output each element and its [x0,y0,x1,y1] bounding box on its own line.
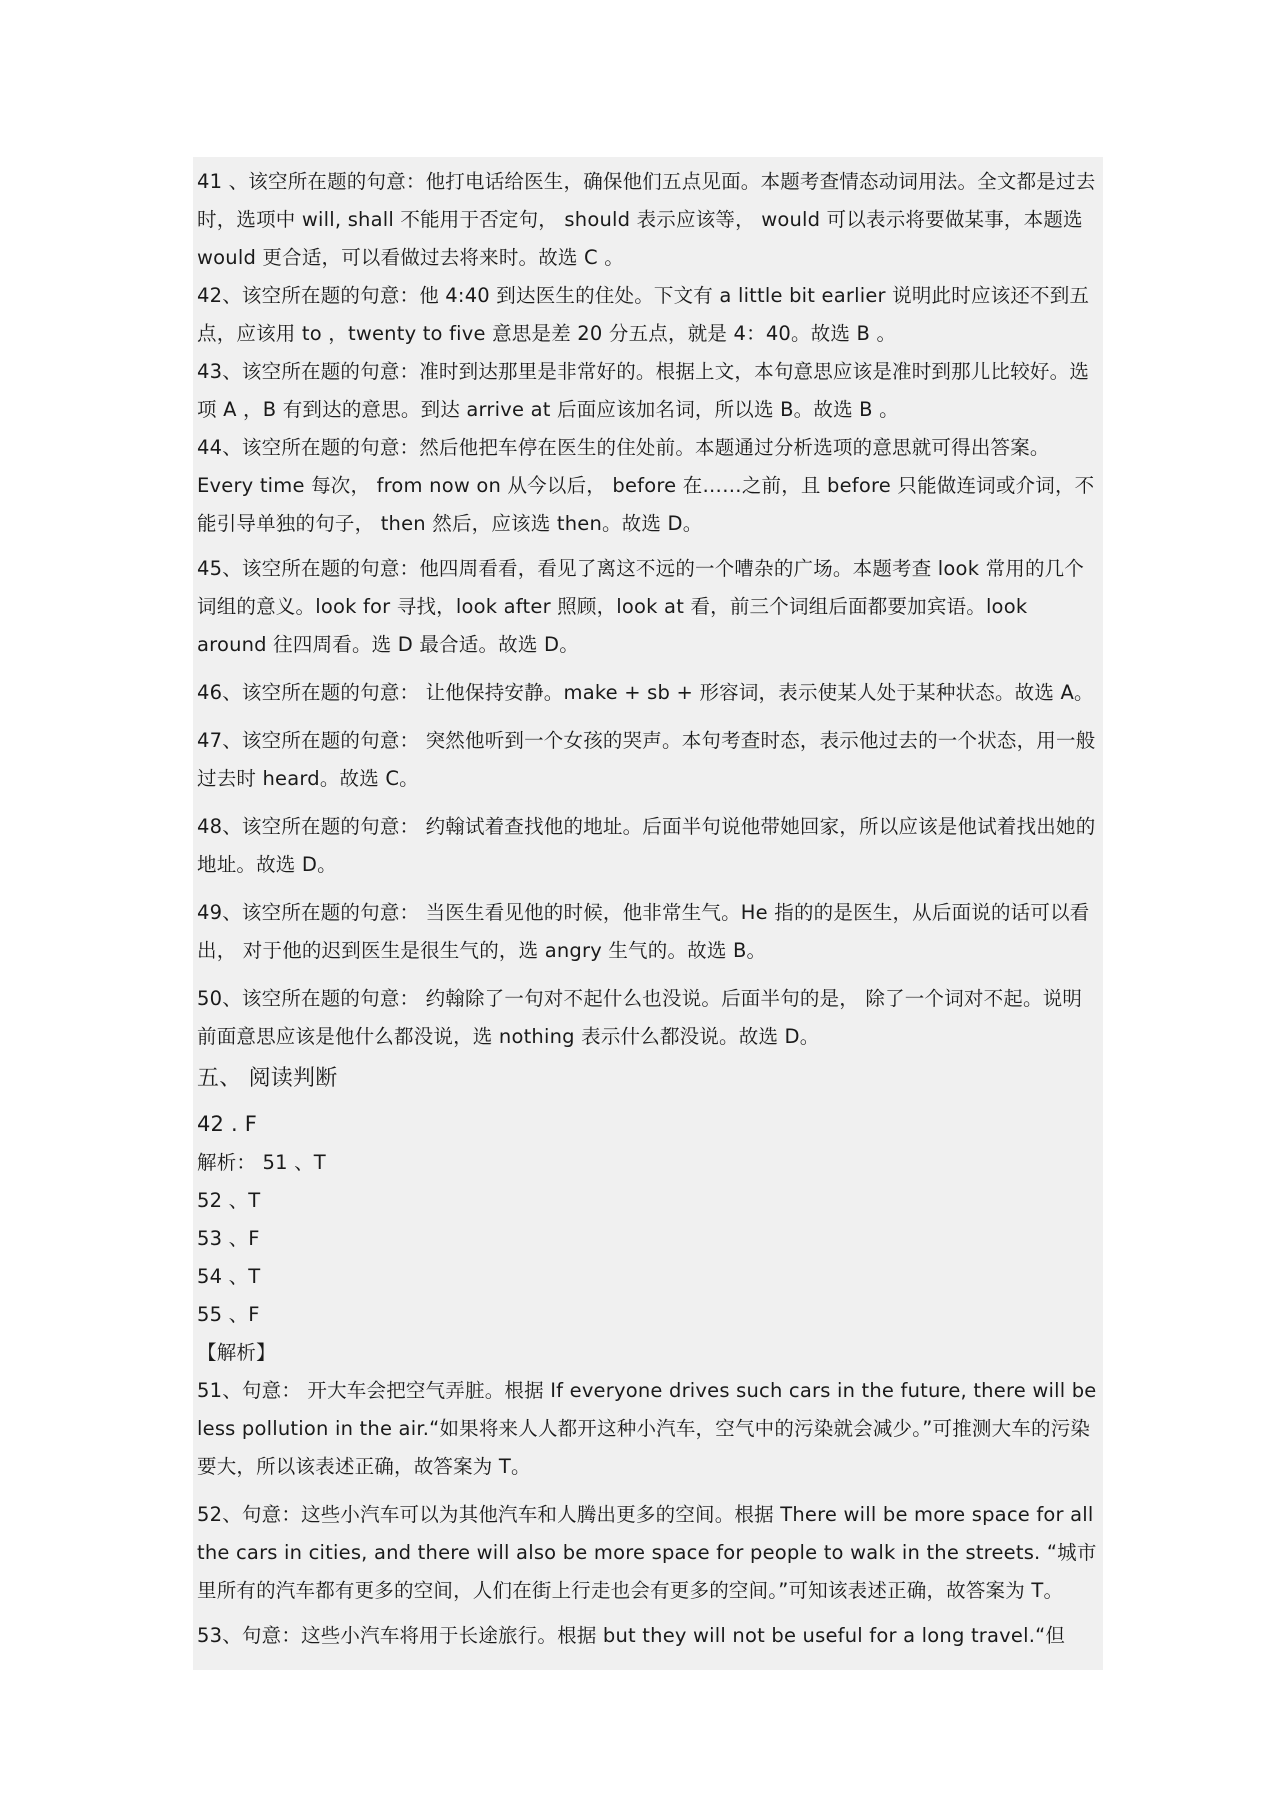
answer-line: 解析： 51 、T [197,1151,326,1174]
paragraph-48: 48、该空所在题的句意： 约翰试着查找他的地址。后面半句说他带她回家，所以应该是他试着找出她的地址。故选 D。 [197,815,1096,876]
answer-line: 55 、F [197,1303,260,1326]
reading-paragraph-52: 52、句意：这些小汽车可以为其他汽车和人腾出更多的空间。根据 There will be more space for all the cars in cities, and there will also be more space for people to walk in the streets. “城市里所有的汽车都有更多的空间，人们在街上行走也会有更多的空间。”可知该表述正确，故答案为 T。 [197,1503,1097,1602]
reading-paragraph-51: 51、句意： 开大车会把空气弄脏。根据 If everyone drives such cars in the future, there will be less pollution in the air.“如果将来人人都开这种小汽车，空气中的污染就会减少。”可推测大车的污染要大，所以该表述正确，故答案为 T。 [197,1379,1097,1478]
answer-line: 53 、F [197,1227,260,1250]
paragraph-42: 42、该空所在题的句意：他 4:40 到达医生的住处。下文有 a little bit earlier 说明此时应该还不到五点，应该用 to ，twenty to five 意思是差 20 分五点，就是 4：40。故选 B 。 [197,284,1090,345]
paragraph-49: 49、该空所在题的句意： 当医生看见他的时候，他非常生气。He 指的的是医生，从后面说的话可以看出， 对于他的迟到医生是很生气的，选 angry 生气的。故选 B。 [197,901,1090,962]
paragraph-41: 41 、该空所在题的句意：他打电话给医生，确保他们五点见面。本题考查情态动词用法。全文都是过去时，选项中 will, shall 不能用于否定句， should 表示应该等， would 可以表示将要做某事，本题选 would 更合适，可以看做过去将来时。故选 C 。 [197,170,1096,269]
document-page [193,157,1103,1670]
paragraph-50: 50、该空所在题的句意： 约翰除了一句对不起什么也没说。后面半句的是， 除了一个词对不起。说明前面意思应该是他什么都没说，选 nothing 表示什么都没说。故选 D。 [197,987,1083,1048]
analysis-label: 【解析】 [197,1341,276,1364]
paragraph-47: 47、该空所在题的句意： 突然他听到一个女孩的哭声。本句考查时态，表示他过去的一个状态，用一般过去时 heard。故选 C。 [197,729,1096,790]
reading-paragraph-53: 53、句意：这些小汽车将用于长途旅行。根据 but they will not be useful for a long travel.“但 [197,1624,1066,1647]
document-content [197,163,1097,1655]
section-heading: 五、 阅读判断 [197,1066,338,1091]
paragraph-46: 46、该空所在题的句意： 让他保持安静。make + sb + 形容词，表示使某人处于某种状态。故选 A。 [197,681,1094,704]
paragraph-43: 43、该空所在题的句意：准时到达那里是非常好的。根据上文，本句意思应该是准时到那儿比较好。选项 A ，B 有到达的意思。到达 arrive at 后面应该加名词，所以选 B。故选 B 。 [197,360,1090,421]
paragraph-44: 44、该空所在题的句意：然后他把车停在医生的住处前。本题通过分析选项的意思就可得出答案。 Every time 每次， from now on 从今以后， before 在……之前，且 before 只能做连词或介词，不能引导单独的句子， then 然后，应该选 then。故选 D。 [197,436,1095,535]
paragraph-45: 45、该空所在题的句意：他四周看看，看见了离这不远的一个嘈杂的广场。本题考查 look 常用的几个词组的意义。look for 寻找，look after 照顾，look at 看，前三个词组后面都要加宾语。look around 往四周看。选 D 最合适。故选 D。 [197,557,1085,656]
answer-line: 52 、T [197,1189,261,1212]
answer-line: 54 、T [197,1265,261,1288]
answer-heading: 42 . F [197,1112,258,1136]
